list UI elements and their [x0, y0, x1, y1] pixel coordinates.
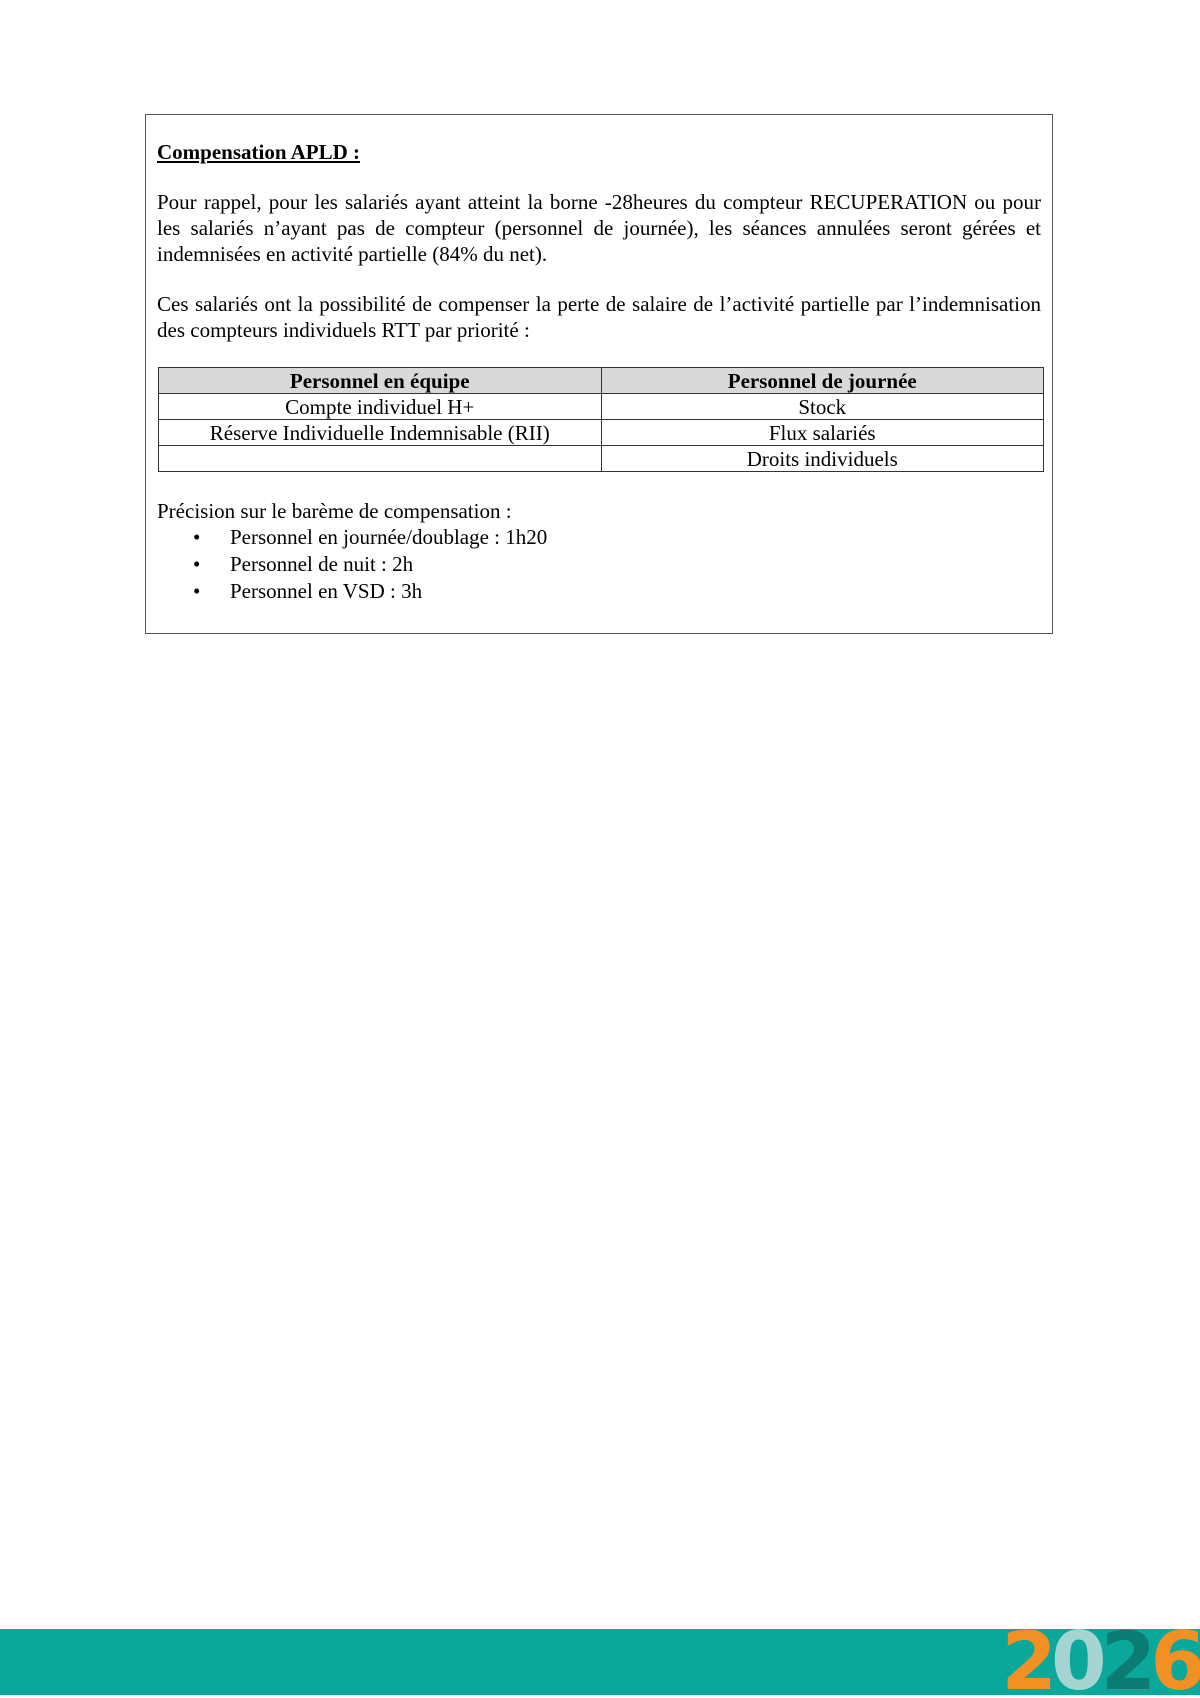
table-cell — [159, 446, 602, 472]
bullet-icon: • — [193, 579, 201, 603]
table-header-row — [159, 368, 1044, 394]
list-item — [157, 551, 1041, 578]
logo-digit: 6 — [1150, 1629, 1200, 1695]
table-cell: Flux salariés — [601, 420, 1044, 446]
logo-digit: 0 — [1050, 1629, 1101, 1695]
bullet-icon: • — [193, 525, 201, 549]
table-cell: Réserve Individuelle Indemnisable (RII) — [159, 420, 602, 446]
precision-list — [157, 524, 1041, 605]
table-row — [159, 420, 1044, 446]
list-item — [157, 524, 1041, 551]
precision-intro: Précision sur le barème de compensation : — [157, 499, 512, 523]
section-heading: Compensation APLD : — [157, 140, 361, 164]
bullet-icon: • — [193, 552, 201, 576]
logo-digit: 2 — [1001, 1629, 1051, 1695]
logo-digit: 2 — [1100, 1629, 1151, 1695]
priority-table — [158, 367, 1044, 472]
header-personnel-equipe: Personnel en équipe — [159, 368, 602, 394]
year-logo — [1001, 1629, 1200, 1695]
table-cell: Stock — [601, 394, 1044, 420]
compensation-box — [145, 114, 1053, 634]
list-item — [157, 578, 1041, 605]
table-row — [159, 394, 1044, 420]
table-row — [159, 446, 1044, 472]
compensation-paragraph: Ces salariés ont la possibilité de compenser la perte de salaire de l’activité partielle par l’indemnisation des compteurs individuels RTT par priorité : — [157, 292, 1041, 342]
list-item-text: Personnel en journée/doublage : 1h20 — [230, 525, 548, 549]
header-personnel-journee: Personnel de journée — [601, 368, 1044, 394]
table-cell: Droits individuels — [601, 446, 1044, 472]
table-cell: Compte individuel H+ — [159, 394, 602, 420]
list-item-text: Personnel en VSD : 3h — [230, 579, 423, 603]
list-item-text: Personnel de nuit : 2h — [230, 552, 414, 576]
reminder-paragraph: Pour rappel, pour les salariés ayant atteint la borne -28heures du compteur RECUPERATION ou pour les salariés n’ayant pas de compteur (personnel de journée), les séances annulées seront gérées et indemnisées en activité partielle (84% du net). — [157, 190, 1041, 266]
